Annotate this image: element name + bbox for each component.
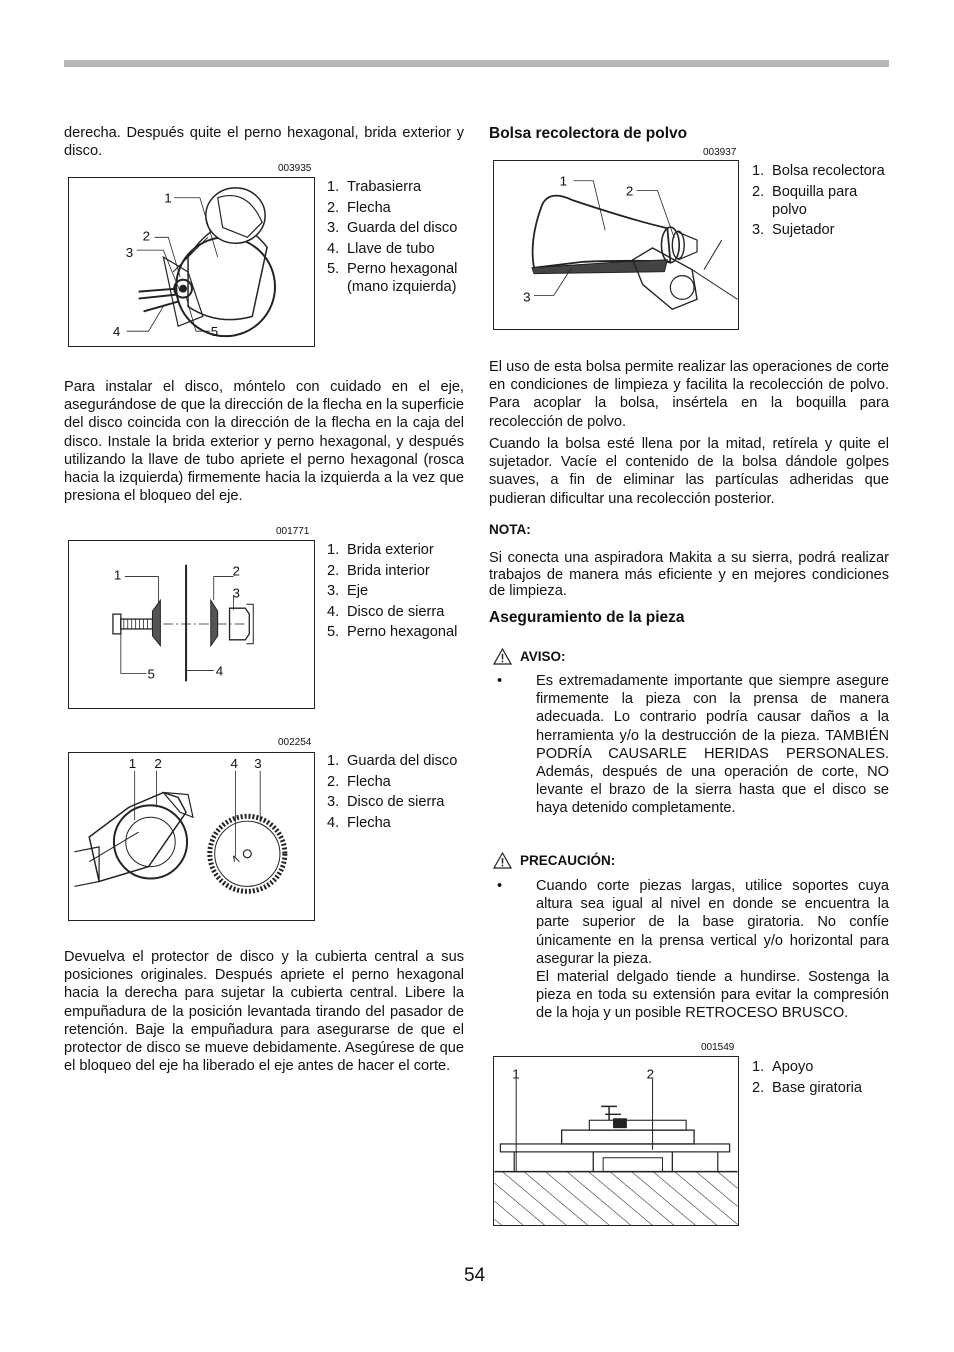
nota-label: NOTA: xyxy=(489,522,531,537)
legend-item xyxy=(327,773,467,791)
figure-code-002254: 002254 xyxy=(278,737,312,748)
legend-item xyxy=(327,260,467,296)
legend-text: Guarda del disco xyxy=(347,753,458,769)
aviso-heading xyxy=(493,648,566,665)
intro-paragraph: derecha. Después quite el perno hexagonal, brida exterior y disco. xyxy=(64,125,464,160)
figure-code-003937: 003937 xyxy=(703,147,737,158)
aviso-label: AVISO: xyxy=(520,649,566,664)
legend-item xyxy=(752,183,892,219)
legend-text: Flecha xyxy=(347,199,391,216)
legend-item xyxy=(327,582,467,600)
support-illustration xyxy=(494,1057,738,1225)
blade-guard-illustration xyxy=(69,178,314,346)
legend-item xyxy=(327,219,467,237)
legend-item xyxy=(752,162,892,180)
legend-fig3 xyxy=(327,752,467,834)
legend-number: 1. xyxy=(327,179,340,195)
legend-number: 2. xyxy=(752,1079,765,1096)
precaucion-item xyxy=(497,877,889,1043)
callout-3: 3 xyxy=(523,289,531,305)
precaucion-text-1: Cuando corte piezas largas, utilice soportes cuya altura sea igual al nivel en donde se encuentra la parte superior de la base giratoria. No confíe únicamente en la prensa vertical y/o horizontal para asegurar la pieza. xyxy=(536,878,889,967)
legend-number: 2. xyxy=(327,562,340,579)
legend-number: 5. xyxy=(327,624,340,640)
callout-3: 3 xyxy=(125,245,134,261)
legend-text: Flecha xyxy=(347,814,391,831)
callout-2: 2 xyxy=(232,563,240,579)
legend-text: Base giratoria xyxy=(772,1079,863,1096)
legend-number: 4. xyxy=(327,240,340,257)
left-intro xyxy=(64,124,464,160)
right-para2 xyxy=(489,435,889,508)
legend-fig5 xyxy=(752,1058,892,1099)
legend-item xyxy=(327,240,467,258)
figure-code-001549: 001549 xyxy=(701,1042,735,1053)
callout-4: 4 xyxy=(215,663,224,679)
aviso-text: Es extremadamente importante que siempre asegure firmemente la pieza con la prensa de manera adecuada. Lo contrario podría causar daños a la herramienta y/o la destrucción de la pieza. TAMBIÉN PODRÍA CAUSARLE HERIDAS PERSONALES. Además, después de una operación de corte, NO levante el brazo de la sierra hasta que el disco se haya detenido completamente. xyxy=(536,673,889,817)
callout-1: 1 xyxy=(164,190,172,206)
legend-number: 3. xyxy=(327,220,340,236)
page-number: 54 xyxy=(464,1265,486,1286)
legend-item xyxy=(752,1079,892,1097)
legend-item xyxy=(327,623,467,641)
nota-block xyxy=(489,550,889,600)
callout-2: 2 xyxy=(646,1066,655,1082)
heading-dust-bag: Bolsa recolectora de polvo xyxy=(489,125,688,142)
bullet-mark: • xyxy=(497,878,503,894)
precaucion-label: PRECAUCIÓN: xyxy=(520,853,616,868)
legend-number: 5. xyxy=(327,261,340,277)
legend-item xyxy=(327,814,467,832)
legend-item xyxy=(327,541,467,559)
legend-number: 3. xyxy=(752,222,765,239)
figure-dust-bag xyxy=(493,160,739,330)
left-para2 xyxy=(64,948,464,1075)
legend-item xyxy=(327,199,467,217)
legend-item xyxy=(327,603,467,621)
legend-text: Perno hexagonal xyxy=(347,624,458,640)
dust-bag-illustration xyxy=(494,161,738,329)
callout-1: 1 xyxy=(113,567,122,583)
callout-4: 4 xyxy=(112,324,121,340)
legend-text: Trabasierra xyxy=(347,179,422,195)
legend-number: 1. xyxy=(752,1059,765,1075)
legend-fig2 xyxy=(327,541,467,644)
legend-number: 1. xyxy=(752,163,765,179)
legend-item xyxy=(327,178,467,196)
callout-2: 2 xyxy=(625,183,634,199)
guard-arrow-illustration xyxy=(69,753,314,920)
callout-2: 2 xyxy=(154,755,162,771)
legend-text: Llave de tubo xyxy=(347,240,435,257)
figure-flange-assembly xyxy=(68,540,315,709)
legend-text: Disco de sierra xyxy=(347,794,445,810)
install-blade-paragraph: Para instalar el disco, móntelo con cuidado en el eje, asegurándose de que la dirección de la flecha en la superficie del disco coincida con la dirección de la flecha en la caja del disco. Instale la brida exterior y perno hexagonal, y después utilizando la llave de tubo apriete el perno hexagonal (rosca hacia la izquierda) firmemente hacia la izquierda a la vez que presiona el bloqueo del eje. xyxy=(64,379,464,505)
flange-assembly-illustration xyxy=(69,541,314,708)
return-guard-paragraph: Devuelva el protector de disco y la cubierta central a sus posiciones originales. Después apriete el perno hexagonal hacia la derecha para sujetar la cubierta central. Libere la empuñadura de la posición levantada tirando del pasador de retención. Baje la empuñadura para asegurarse de que el protector de disco se mueve debidamente. Asegúrese de que el bloqueo del eje ha liberado el eje antes de hacer el corte. xyxy=(64,949,464,1075)
legend-number: 4. xyxy=(327,603,340,620)
callout-1: 1 xyxy=(559,173,568,189)
warning-triangle-icon xyxy=(493,852,512,869)
callout-2: 2 xyxy=(142,228,151,244)
legend-text: Brida interior xyxy=(347,562,430,579)
figure-code-003935: 003935 xyxy=(278,163,312,174)
legend-number: 3. xyxy=(327,583,340,599)
legend-number: 2. xyxy=(752,183,765,200)
legend-text: Disco de sierra xyxy=(347,603,445,620)
figure-support xyxy=(493,1056,739,1226)
legend-item xyxy=(752,221,892,239)
dust-bag-empty-paragraph: Cuando la bolsa esté llena por la mitad, retírela y quite el sujetador. Vacíe el contenido de la bolsa dándole golpes suaves, a fin de eliminar las partículas adheridas que pudieran dificultar una recolección posterior. xyxy=(489,436,889,507)
legend-text: Apoyo xyxy=(772,1059,814,1075)
legend-item xyxy=(327,752,467,770)
legend-number: 3. xyxy=(327,794,340,810)
heading-secure-workpiece: Aseguramiento de la pieza xyxy=(489,609,685,626)
legend-fig1 xyxy=(327,178,467,299)
legend-fig4 xyxy=(752,162,892,242)
callout-3: 3 xyxy=(254,755,262,771)
figure-guard-arrow xyxy=(68,752,315,921)
callout-4: 4 xyxy=(230,755,238,771)
figure-blade-guard xyxy=(68,177,315,347)
legend-number: 1. xyxy=(327,753,340,769)
callout-5: 5 xyxy=(210,324,219,340)
header-rule xyxy=(64,60,889,67)
legend-item xyxy=(327,793,467,811)
bullet-mark: • xyxy=(497,673,503,689)
legend-text: Sujetador xyxy=(772,222,835,239)
legend-number: 2. xyxy=(327,199,340,216)
legend-number: 1. xyxy=(327,542,340,558)
legend-text: Guarda del disco xyxy=(347,220,458,236)
legend-text: Brida exterior xyxy=(347,542,434,558)
figure-code-001771: 001771 xyxy=(276,526,310,537)
right-para1 xyxy=(489,358,889,431)
callout-3: 3 xyxy=(232,585,240,601)
callout-5: 5 xyxy=(147,666,155,682)
precaucion-text xyxy=(536,877,889,1023)
legend-item xyxy=(752,1058,892,1076)
legend-text: Perno hexagonal (mano izquierda) xyxy=(347,261,458,296)
precaucion-text-2: El material delgado tiende a hundirse. Sostenga la pieza en toda su extensión para evitar la compresión de la hoja y un posible RETROCESO BRUSCO. xyxy=(536,969,889,1022)
legend-number: 2. xyxy=(327,773,340,790)
dust-bag-usage-paragraph: El uso de esta bolsa permite realizar las operaciones de corte en condiciones de limpieza y facilita la recolección de polvo. Para acoplar la bolsa, insértela en la boquilla para recolección de polvo. xyxy=(489,359,889,430)
legend-text: Bolsa recolectora xyxy=(772,163,885,179)
callout-1: 1 xyxy=(512,1066,520,1082)
precaucion-heading xyxy=(493,852,615,869)
warning-triangle-icon xyxy=(493,648,512,665)
legend-number: 4. xyxy=(327,814,340,831)
legend-item xyxy=(327,562,467,580)
legend-text: Boquilla para polvo xyxy=(772,183,858,218)
callout-1: 1 xyxy=(128,755,137,771)
nota-text: Si conecta una aspiradora Makita a su sierra, podrá realizar trabajos de manera más eficiente y en mejores condiciones de limpieza. xyxy=(489,550,889,599)
legend-text: Eje xyxy=(347,583,369,599)
left-para1 xyxy=(64,378,464,505)
aviso-item xyxy=(497,672,889,836)
legend-text: Flecha xyxy=(347,773,391,790)
